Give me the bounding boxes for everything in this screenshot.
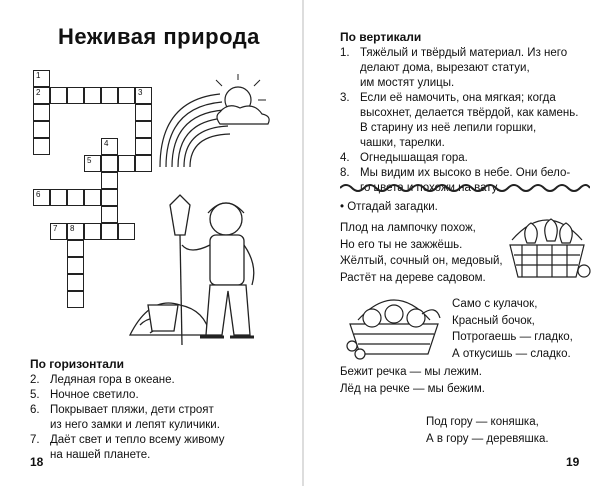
crossword-cell[interactable] bbox=[33, 138, 50, 155]
rainbow-sun-illustration bbox=[150, 72, 280, 182]
fruit-basket-illustration bbox=[344, 284, 444, 366]
riddle-line: А в гору — деревяшка. bbox=[426, 432, 549, 445]
crossword-number: 4 bbox=[104, 139, 109, 148]
clue-across-5 bbox=[30, 388, 280, 403]
clue-down-4 bbox=[340, 151, 580, 166]
riddles-heading: Отгадай загадки. bbox=[347, 201, 438, 213]
crossword-cell[interactable] bbox=[101, 155, 118, 172]
clue-line: на нашей планете. bbox=[50, 449, 151, 461]
crossword-cell[interactable] bbox=[101, 223, 118, 240]
clue-number: 4. bbox=[340, 152, 350, 164]
crossword-number: 1 bbox=[36, 71, 41, 80]
clue-line: делают дома, вырезают статуи, bbox=[360, 62, 530, 74]
riddle-skates bbox=[340, 364, 485, 397]
clue-line: чашки, тарелки. bbox=[360, 137, 445, 149]
clue-number: 5. bbox=[30, 389, 40, 401]
riddle-line: Жёлтый, сочный он, медовый, bbox=[340, 255, 503, 267]
riddle-line: Растёт на дереве садовом. bbox=[340, 271, 486, 284]
clue-line: Тяжёлый и твёрдый материал. Из него bbox=[360, 47, 568, 59]
page-number: 18 bbox=[30, 455, 44, 469]
crossword-cell[interactable] bbox=[67, 274, 84, 291]
clue-down-1 bbox=[340, 46, 580, 91]
clue-number: 7. bbox=[30, 434, 40, 446]
down-heading: По вертикали bbox=[340, 30, 422, 44]
page-number: 19 bbox=[566, 455, 580, 469]
riddle-line: Но его ты не зажжёшь. bbox=[340, 238, 463, 251]
riddle-line: Бежит речка — мы лежим. bbox=[340, 366, 482, 378]
clue-line: Ночное светило. bbox=[50, 389, 139, 401]
crossword-cell[interactable] bbox=[67, 87, 84, 104]
crossword-number: 3 bbox=[138, 88, 143, 97]
crossword-number: 7 bbox=[53, 224, 58, 233]
crossword-number: 5 bbox=[87, 156, 92, 165]
riddle-line: Под гору — коняшка, bbox=[426, 416, 539, 428]
clue-number: 2. bbox=[30, 374, 40, 386]
crossword-number: 6 bbox=[36, 190, 41, 199]
crossword-cell[interactable] bbox=[101, 206, 118, 223]
crossword-cell[interactable] bbox=[67, 291, 84, 308]
crossword-cell[interactable] bbox=[67, 223, 84, 240]
crossword-cell[interactable] bbox=[67, 257, 84, 274]
riddle-line: Само с кулачок, bbox=[452, 298, 538, 310]
crossword-cell[interactable] bbox=[67, 189, 84, 206]
crossword-cell[interactable] bbox=[84, 189, 101, 206]
clue-line: Даёт свет и тепло всему живому bbox=[50, 434, 225, 446]
page-title: Неживая природа bbox=[58, 24, 260, 49]
clue-number: 8. bbox=[340, 167, 350, 179]
clue-number: 1. bbox=[340, 47, 350, 59]
crossword-cell[interactable] bbox=[101, 138, 118, 155]
crossword-number: 2 bbox=[36, 88, 41, 97]
riddle-line: Плод на лампочку похож, bbox=[340, 222, 476, 234]
down-clues bbox=[340, 46, 580, 196]
clue-number: 3. bbox=[340, 92, 350, 104]
riddle-sled bbox=[426, 414, 549, 447]
crossword-cell[interactable] bbox=[118, 155, 135, 172]
crossword-number: 8 bbox=[70, 224, 75, 233]
riddle-apple bbox=[452, 296, 573, 362]
crossword-cell[interactable] bbox=[50, 87, 67, 104]
crossword-cell[interactable] bbox=[33, 104, 50, 121]
crossword-cell[interactable] bbox=[84, 223, 101, 240]
clue-line: им мостят улицы. bbox=[360, 77, 455, 89]
clue-across-6 bbox=[30, 403, 280, 433]
crossword-cell[interactable] bbox=[33, 189, 50, 206]
crossword-cell[interactable] bbox=[84, 155, 101, 172]
wavy-divider bbox=[340, 183, 590, 193]
riddle-line: А откусишь — сладко. bbox=[452, 347, 571, 360]
clue-down-3 bbox=[340, 91, 580, 151]
clue-across-7 bbox=[30, 433, 280, 463]
riddle-pear bbox=[340, 220, 503, 286]
crossword-cell[interactable] bbox=[101, 87, 118, 104]
crossword-cell[interactable] bbox=[33, 70, 50, 87]
crossword-cell[interactable] bbox=[33, 87, 50, 104]
crossword-cell[interactable] bbox=[50, 189, 67, 206]
crossword-cell[interactable] bbox=[118, 87, 135, 104]
clue-line: Мы видим их высоко в небе. Они бело- bbox=[360, 167, 571, 179]
riddle-line: Потрогаешь — гладко, bbox=[452, 331, 573, 343]
clue-line: го цвета и похожи на вату. bbox=[360, 182, 500, 194]
clue-line: Огнедышащая гора. bbox=[360, 152, 468, 164]
crossword-cell[interactable] bbox=[101, 189, 118, 206]
across-clues bbox=[30, 373, 280, 463]
clue-line: из него замки и лепят куличики. bbox=[50, 419, 220, 431]
clue-across-2 bbox=[30, 373, 280, 388]
riddle-line: Красный бочок, bbox=[452, 314, 535, 327]
clue-line: Ледяная гора в океане. bbox=[50, 374, 175, 386]
riddle-line: Лёд на речке — мы бежим. bbox=[340, 382, 485, 395]
crossword-cell[interactable] bbox=[67, 240, 84, 257]
crossword-cell[interactable] bbox=[84, 87, 101, 104]
right-page bbox=[304, 0, 608, 486]
clue-line: Если её намочить, она мягкая; когда bbox=[360, 92, 556, 104]
across-heading: По горизонтали bbox=[30, 357, 124, 371]
riddles-heading-row bbox=[340, 201, 438, 213]
clue-line: высохнет, делается твёрдой, как камень. bbox=[360, 107, 579, 119]
bullet-icon: • bbox=[340, 201, 345, 213]
clue-number: 6. bbox=[30, 404, 40, 416]
crossword-cell[interactable] bbox=[33, 121, 50, 138]
pear-basket-illustration bbox=[502, 205, 592, 285]
crossword-cell[interactable] bbox=[50, 223, 67, 240]
clue-line: Покрывает пляжи, дети строят bbox=[50, 404, 214, 416]
crossword-cell[interactable] bbox=[101, 172, 118, 189]
clue-line: В старину из неё лепили горшки, bbox=[360, 122, 537, 134]
worker-illustration bbox=[120, 185, 280, 355]
